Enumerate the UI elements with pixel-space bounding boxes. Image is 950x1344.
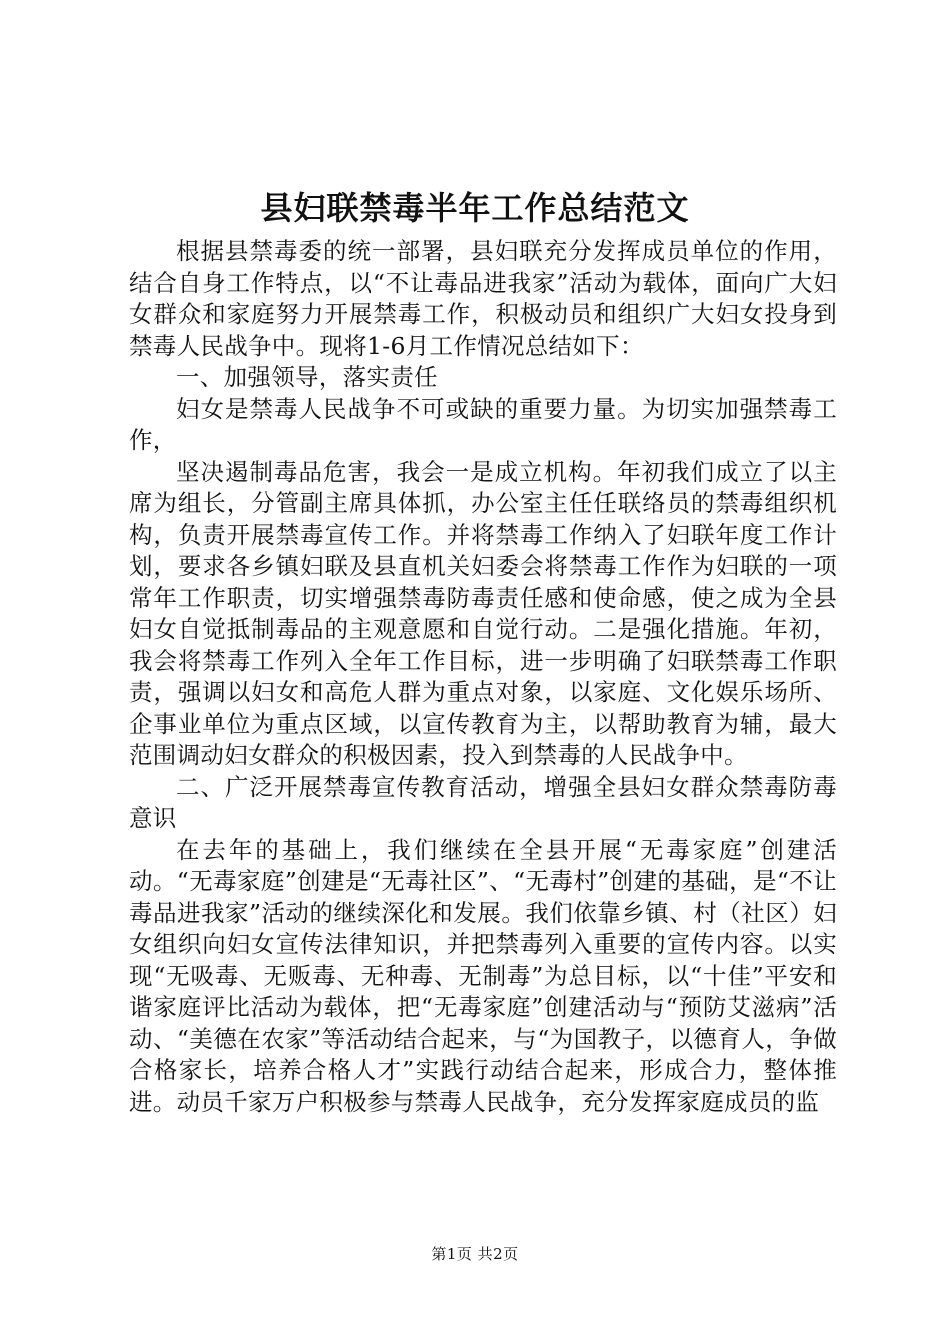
- body-paragraph: 妇女是禁毒人民战争不可或缺的重要力量。为切实加强禁毒工作，: [129, 394, 837, 454]
- body-paragraph: 坚决遏制毒品危害，我会一是成立机构。年初我们成立了以主席为组长，分管副主席具体抓，办公室主任任联络员的禁毒组织机构，负责开展禁毒宣传工作。并将禁毒工作纳入了妇联年度工作计划，要求各乡镇妇联及县直机关妇委会将禁毒工作作为妇联的一项常年工作职责，切实增强禁毒防毒责任感和使命感，使之成为全县妇女自觉抵制毒品的主观意愿和自觉行动。二是强化措施。年初，我会将禁毒工作列入全年工作目标，进一步明确了妇联禁毒工作职责，强调以妇女和高危人群为重点对象，以家庭、文化娱乐场所、企事业单位为重点区域，以宣传教育为主，以帮助教育为辅，最大范围调动妇女群众的积极因素，投入到禁毒的人民战争中。: [129, 457, 837, 769]
- document-body: [129, 236, 837, 1118]
- document-title: 县妇联禁毒半年工作总结范文: [260, 189, 690, 227]
- page-footer: 第1页 共2页: [431, 1245, 519, 1263]
- intro-paragraph: 根据县禁毒委的统一部署，县妇联充分发挥成员单位的作用，结合自身工作特点，以“不让毒品进我家”活动为载体，面向广大妇女群众和家庭努力开展禁毒工作，积极动员和组织广大妇女投身到禁毒人民战争中。现将1-6月工作情况总结如下：: [129, 237, 837, 360]
- body-paragraph: 在去年的基础上，我们继续在全县开展“无毒家庭”创建活动。“无毒家庭”创建是“无毒社区”、“无毒村”创建的基础，是“不让毒品进我家”活动的继续深化和发展。我们依靠乡镇、村（社区）妇女组织向妇女宣传法律知识，并把禁毒列入重要的宣传内容。以实现“无吸毒、无贩毒、无种毒、无制毒”为总目标，以“十佳”平安和谐家庭评比活动为载体，把“无毒家庭”创建活动与“预防艾滋病”活动、“美德在农家”等活动结合起来，与“为国教子，以德育人，争做合格家长，培养合格人才”实践行动结合起来，形成合力，整体推进。动员千家万户积极参与禁毒人民战争，充分发挥家庭成员的监: [129, 835, 837, 1116]
- section-heading-1: 一、加强领导，落实责任: [176, 363, 438, 391]
- section-heading-2: 二、广泛开展禁毒宣传教育活动，增强全县妇女群众禁毒防毒意识: [129, 772, 837, 832]
